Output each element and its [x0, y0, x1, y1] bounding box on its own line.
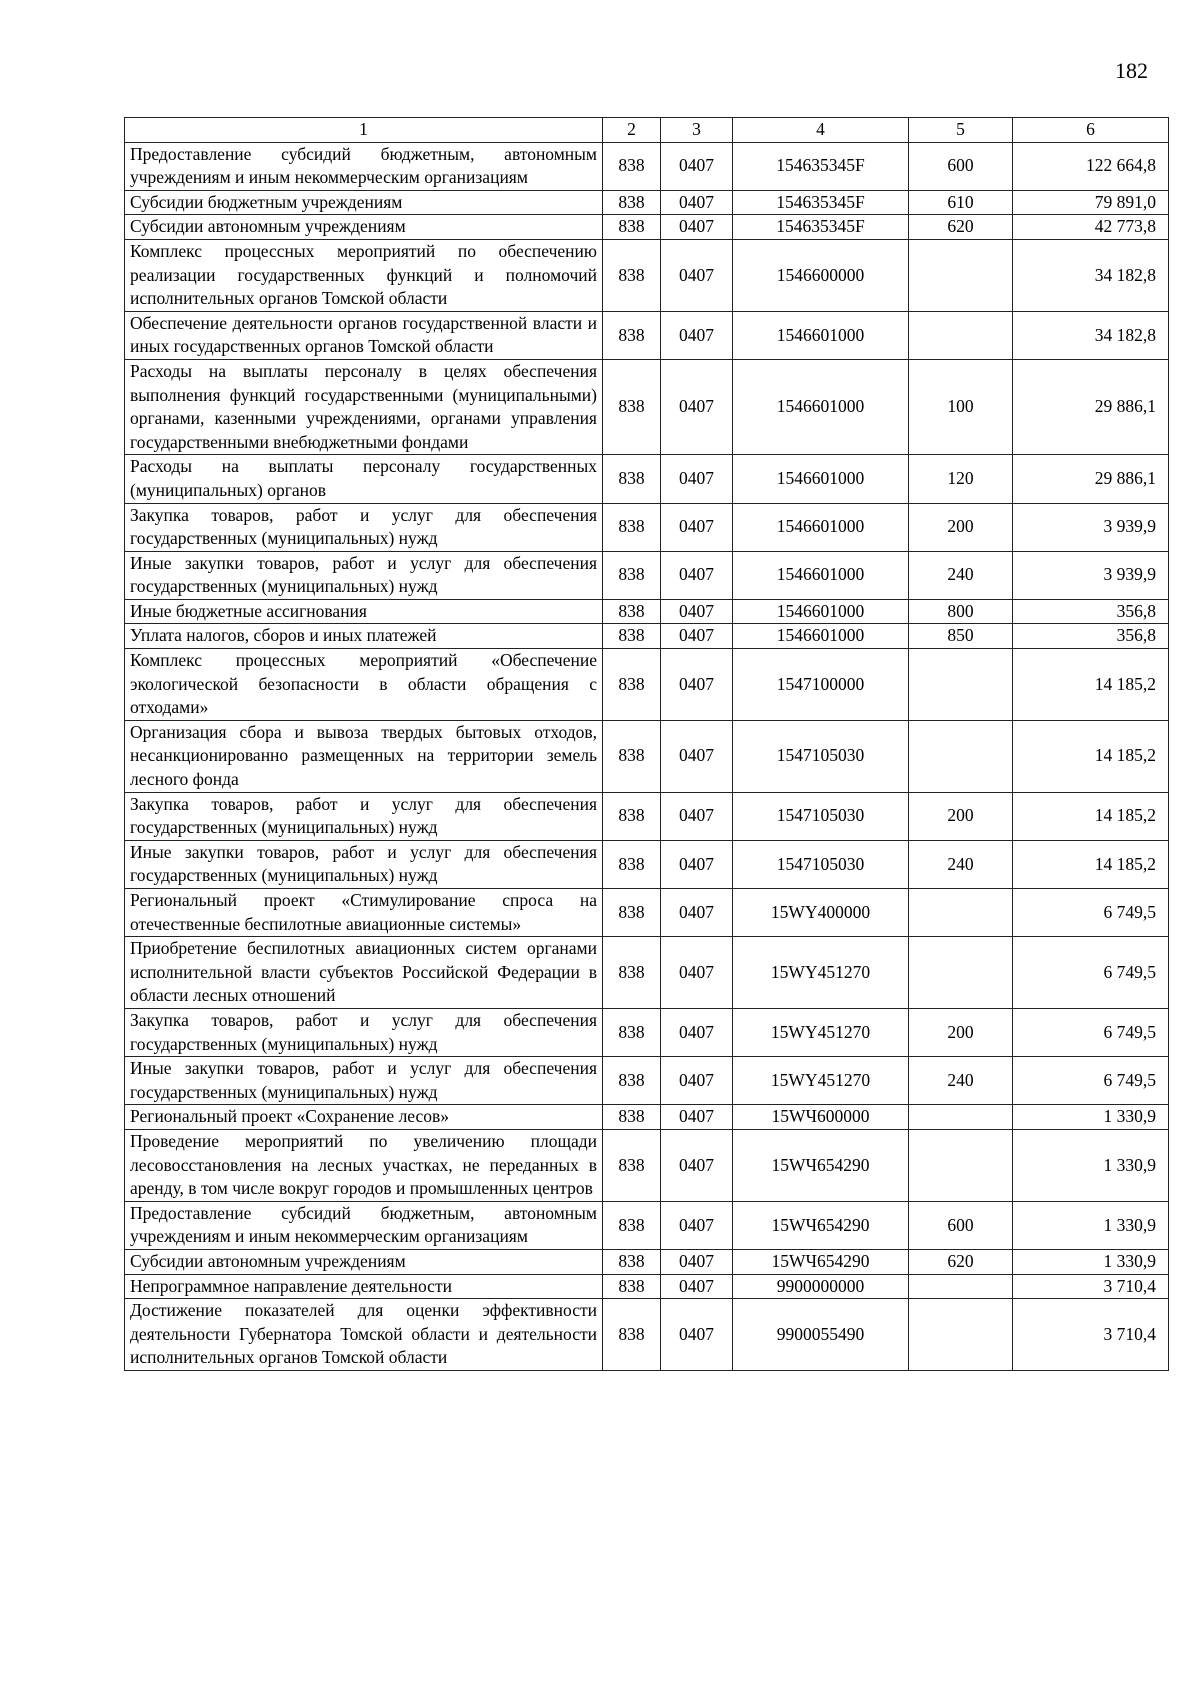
amount-cell: 1 330,9	[1013, 1105, 1169, 1130]
row-name-cell: Закупка товаров, работ и услуг для обеспечения государственных (муниципальных) нужд	[125, 503, 603, 551]
row-name-cell: Иные закупки товаров, работ и услуг для обеспечения государственных (муниципальных) нужд	[125, 1057, 603, 1105]
expense-type-cell	[909, 1299, 1013, 1371]
table-row	[125, 190, 1169, 215]
admin-code-cell: 838	[603, 1008, 661, 1056]
target-article-cell: 15WY451270	[733, 1057, 909, 1105]
target-article-cell: 154635345F	[733, 142, 909, 190]
expense-type-cell: 850	[909, 624, 1013, 649]
target-article-cell: 154635345F	[733, 215, 909, 240]
expense-type-cell	[909, 1129, 1013, 1201]
target-article-cell: 15WЧ654290	[733, 1249, 909, 1274]
admin-code-cell: 838	[603, 624, 661, 649]
expense-type-cell	[909, 889, 1013, 937]
row-name-cell: Субсидии автономным учреждениям	[125, 1249, 603, 1274]
section-code-cell: 0407	[661, 624, 733, 649]
amount-cell: 34 182,8	[1013, 239, 1169, 311]
section-code-cell: 0407	[661, 1008, 733, 1056]
amount-cell: 6 749,5	[1013, 1057, 1169, 1105]
section-code-cell: 0407	[661, 1129, 733, 1201]
admin-code-cell: 838	[603, 1299, 661, 1371]
expense-type-cell: 600	[909, 1201, 1013, 1249]
section-code-cell: 0407	[661, 239, 733, 311]
section-code-cell: 0407	[661, 1201, 733, 1249]
admin-code-cell: 838	[603, 649, 661, 721]
amount-cell: 6 749,5	[1013, 937, 1169, 1009]
admin-code-cell: 838	[603, 455, 661, 503]
amount-cell: 3 710,4	[1013, 1299, 1169, 1371]
table-row	[125, 937, 1169, 1009]
admin-code-cell: 838	[603, 551, 661, 599]
table-row	[125, 1008, 1169, 1056]
amount-cell: 29 886,1	[1013, 359, 1169, 454]
expense-type-cell	[909, 239, 1013, 311]
table-row	[125, 215, 1169, 240]
target-article-cell: 15WЧ654290	[733, 1129, 909, 1201]
expense-type-cell: 200	[909, 1008, 1013, 1056]
column-header: 6	[1013, 118, 1169, 143]
row-name-cell: Комплекс процессных мероприятий по обеспечению реализации государственных функций и полномочий исполнительных органов Томской области	[125, 239, 603, 311]
table-row	[125, 551, 1169, 599]
column-header: 1	[125, 118, 603, 143]
amount-cell: 6 749,5	[1013, 1008, 1169, 1056]
column-header: 3	[661, 118, 733, 143]
admin-code-cell: 838	[603, 840, 661, 888]
row-name-cell: Предоставление субсидий бюджетным, автономным учреждениям и иным некоммерческим организациям	[125, 1201, 603, 1249]
amount-cell: 14 185,2	[1013, 649, 1169, 721]
target-article-cell: 15WY400000	[733, 889, 909, 937]
column-header: 2	[603, 118, 661, 143]
table-header-row	[125, 118, 1169, 143]
table-row	[125, 599, 1169, 624]
row-name-cell: Иные закупки товаров, работ и услуг для обеспечения государственных (муниципальных) нужд	[125, 840, 603, 888]
expense-type-cell: 610	[909, 190, 1013, 215]
expense-type-cell: 620	[909, 1249, 1013, 1274]
row-name-cell: Региональный проект «Стимулирование спроса на отечественные беспилотные авиационные системы»	[125, 889, 603, 937]
table-row	[125, 1274, 1169, 1299]
table-row	[125, 1129, 1169, 1201]
amount-cell: 6 749,5	[1013, 889, 1169, 937]
admin-code-cell: 838	[603, 190, 661, 215]
table-row	[125, 142, 1169, 190]
section-code-cell: 0407	[661, 889, 733, 937]
amount-cell: 79 891,0	[1013, 190, 1169, 215]
amount-cell: 1 330,9	[1013, 1201, 1169, 1249]
target-article-cell: 9900055490	[733, 1299, 909, 1371]
section-code-cell: 0407	[661, 551, 733, 599]
expense-type-cell: 200	[909, 792, 1013, 840]
table-row	[125, 503, 1169, 551]
target-article-cell: 1546601000	[733, 503, 909, 551]
table-row	[125, 649, 1169, 721]
target-article-cell: 1546600000	[733, 239, 909, 311]
table-row	[125, 1105, 1169, 1130]
section-code-cell: 0407	[661, 649, 733, 721]
admin-code-cell: 838	[603, 1201, 661, 1249]
target-article-cell: 1547105030	[733, 720, 909, 792]
section-code-cell: 0407	[661, 1299, 733, 1371]
table-row	[125, 239, 1169, 311]
table-row	[125, 1299, 1169, 1371]
expense-type-cell	[909, 720, 1013, 792]
target-article-cell: 1546601000	[733, 311, 909, 359]
expense-type-cell	[909, 311, 1013, 359]
amount-cell: 14 185,2	[1013, 840, 1169, 888]
row-name-cell: Комплекс процессных мероприятий «Обеспечение экологической безопасности в области обращения с отходами»	[125, 649, 603, 721]
amount-cell: 122 664,8	[1013, 142, 1169, 190]
amount-cell: 14 185,2	[1013, 792, 1169, 840]
admin-code-cell: 838	[603, 937, 661, 1009]
target-article-cell: 1547100000	[733, 649, 909, 721]
target-article-cell: 154635345F	[733, 190, 909, 215]
target-article-cell: 1546601000	[733, 624, 909, 649]
admin-code-cell: 838	[603, 889, 661, 937]
target-article-cell: 1547105030	[733, 840, 909, 888]
row-name-cell: Субсидии автономным учреждениям	[125, 215, 603, 240]
expense-type-cell: 620	[909, 215, 1013, 240]
expense-type-cell	[909, 1105, 1013, 1130]
amount-cell: 34 182,8	[1013, 311, 1169, 359]
section-code-cell: 0407	[661, 937, 733, 1009]
table-row	[125, 455, 1169, 503]
admin-code-cell: 838	[603, 311, 661, 359]
target-article-cell: 1547105030	[733, 792, 909, 840]
expense-type-cell: 240	[909, 840, 1013, 888]
row-name-cell: Закупка товаров, работ и услуг для обеспечения государственных (муниципальных) нужд	[125, 1008, 603, 1056]
expense-type-cell: 200	[909, 503, 1013, 551]
amount-cell: 3 710,4	[1013, 1274, 1169, 1299]
row-name-cell: Организация сбора и вывоза твердых бытовых отходов, несанкционированно размещенных на территории земель лесного фонда	[125, 720, 603, 792]
amount-cell: 3 939,9	[1013, 503, 1169, 551]
section-code-cell: 0407	[661, 311, 733, 359]
expense-type-cell	[909, 649, 1013, 721]
admin-code-cell: 838	[603, 1274, 661, 1299]
row-name-cell: Иные бюджетные ассигнования	[125, 599, 603, 624]
budget-table	[124, 117, 1169, 1371]
amount-cell: 29 886,1	[1013, 455, 1169, 503]
table-row	[125, 359, 1169, 454]
target-article-cell: 15WY451270	[733, 1008, 909, 1056]
admin-code-cell: 838	[603, 142, 661, 190]
expense-type-cell: 100	[909, 359, 1013, 454]
table-row	[125, 792, 1169, 840]
row-name-cell: Региональный проект «Сохранение лесов»	[125, 1105, 603, 1130]
amount-cell: 3 939,9	[1013, 551, 1169, 599]
table-row	[125, 720, 1169, 792]
admin-code-cell: 838	[603, 1105, 661, 1130]
expense-type-cell: 240	[909, 551, 1013, 599]
section-code-cell: 0407	[661, 455, 733, 503]
table-row	[125, 889, 1169, 937]
target-article-cell: 1546601000	[733, 455, 909, 503]
amount-cell: 14 185,2	[1013, 720, 1169, 792]
row-name-cell: Обеспечение деятельности органов государственной власти и иных государственных органов Томской области	[125, 311, 603, 359]
row-name-cell: Предоставление субсидий бюджетным, автономным учреждениям и иным некоммерческим организациям	[125, 142, 603, 190]
admin-code-cell: 838	[603, 1249, 661, 1274]
row-name-cell: Уплата налогов, сборов и иных платежей	[125, 624, 603, 649]
column-header: 5	[909, 118, 1013, 143]
row-name-cell: Расходы на выплаты персоналу в целях обеспечения выполнения функций государственными (муниципальными) органами, казенными учреждениями, органами управления государственными внебюджетными фондами	[125, 359, 603, 454]
expense-type-cell: 240	[909, 1057, 1013, 1105]
amount-cell: 42 773,8	[1013, 215, 1169, 240]
amount-cell: 1 330,9	[1013, 1249, 1169, 1274]
row-name-cell: Субсидии бюджетным учреждениям	[125, 190, 603, 215]
section-code-cell: 0407	[661, 359, 733, 454]
admin-code-cell: 838	[603, 792, 661, 840]
row-name-cell: Достижение показателей для оценки эффективности деятельности Губернатора Томской области и деятельности исполнительных органов Томской области	[125, 1299, 603, 1371]
target-article-cell: 15WЧ600000	[733, 1105, 909, 1130]
row-name-cell: Приобретение беспилотных авиационных систем органами исполнительной власти субъектов Российской Федерации в области лесных отношений	[125, 937, 603, 1009]
target-article-cell: 1546601000	[733, 359, 909, 454]
section-code-cell: 0407	[661, 503, 733, 551]
section-code-cell: 0407	[661, 599, 733, 624]
table-row	[125, 1057, 1169, 1105]
admin-code-cell: 838	[603, 1129, 661, 1201]
admin-code-cell: 838	[603, 359, 661, 454]
column-header: 4	[733, 118, 909, 143]
target-article-cell: 9900000000	[733, 1274, 909, 1299]
section-code-cell: 0407	[661, 215, 733, 240]
section-code-cell: 0407	[661, 190, 733, 215]
expense-type-cell	[909, 1274, 1013, 1299]
section-code-cell: 0407	[661, 1105, 733, 1130]
table-body	[125, 142, 1169, 1370]
row-name-cell: Расходы на выплаты персоналу государственных (муниципальных) органов	[125, 455, 603, 503]
table-row	[125, 624, 1169, 649]
table-row	[125, 1249, 1169, 1274]
target-article-cell: 1546601000	[733, 599, 909, 624]
admin-code-cell: 838	[603, 503, 661, 551]
target-article-cell: 1546601000	[733, 551, 909, 599]
page-number: 182	[1115, 58, 1148, 83]
expense-type-cell: 120	[909, 455, 1013, 503]
section-code-cell: 0407	[661, 142, 733, 190]
row-name-cell: Проведение мероприятий по увеличению площади лесовосстановления на лесных участках, не переданных в аренду, в том числе вокруг городов и промышленных центров	[125, 1129, 603, 1201]
section-code-cell: 0407	[661, 1249, 733, 1274]
admin-code-cell: 838	[603, 599, 661, 624]
amount-cell: 1 330,9	[1013, 1129, 1169, 1201]
expense-type-cell: 600	[909, 142, 1013, 190]
table-row	[125, 840, 1169, 888]
expense-type-cell	[909, 937, 1013, 1009]
row-name-cell: Закупка товаров, работ и услуг для обеспечения государственных (муниципальных) нужд	[125, 792, 603, 840]
table-row	[125, 311, 1169, 359]
section-code-cell: 0407	[661, 1274, 733, 1299]
section-code-cell: 0407	[661, 720, 733, 792]
row-name-cell: Иные закупки товаров, работ и услуг для обеспечения государственных (муниципальных) нужд	[125, 551, 603, 599]
expense-type-cell: 800	[909, 599, 1013, 624]
row-name-cell: Непрограммное направление деятельности	[125, 1274, 603, 1299]
section-code-cell: 0407	[661, 840, 733, 888]
amount-cell: 356,8	[1013, 624, 1169, 649]
admin-code-cell: 838	[603, 215, 661, 240]
section-code-cell: 0407	[661, 792, 733, 840]
admin-code-cell: 838	[603, 720, 661, 792]
section-code-cell: 0407	[661, 1057, 733, 1105]
target-article-cell: 15WY451270	[733, 937, 909, 1009]
target-article-cell: 15WЧ654290	[733, 1201, 909, 1249]
amount-cell: 356,8	[1013, 599, 1169, 624]
admin-code-cell: 838	[603, 1057, 661, 1105]
table-row	[125, 1201, 1169, 1249]
admin-code-cell: 838	[603, 239, 661, 311]
